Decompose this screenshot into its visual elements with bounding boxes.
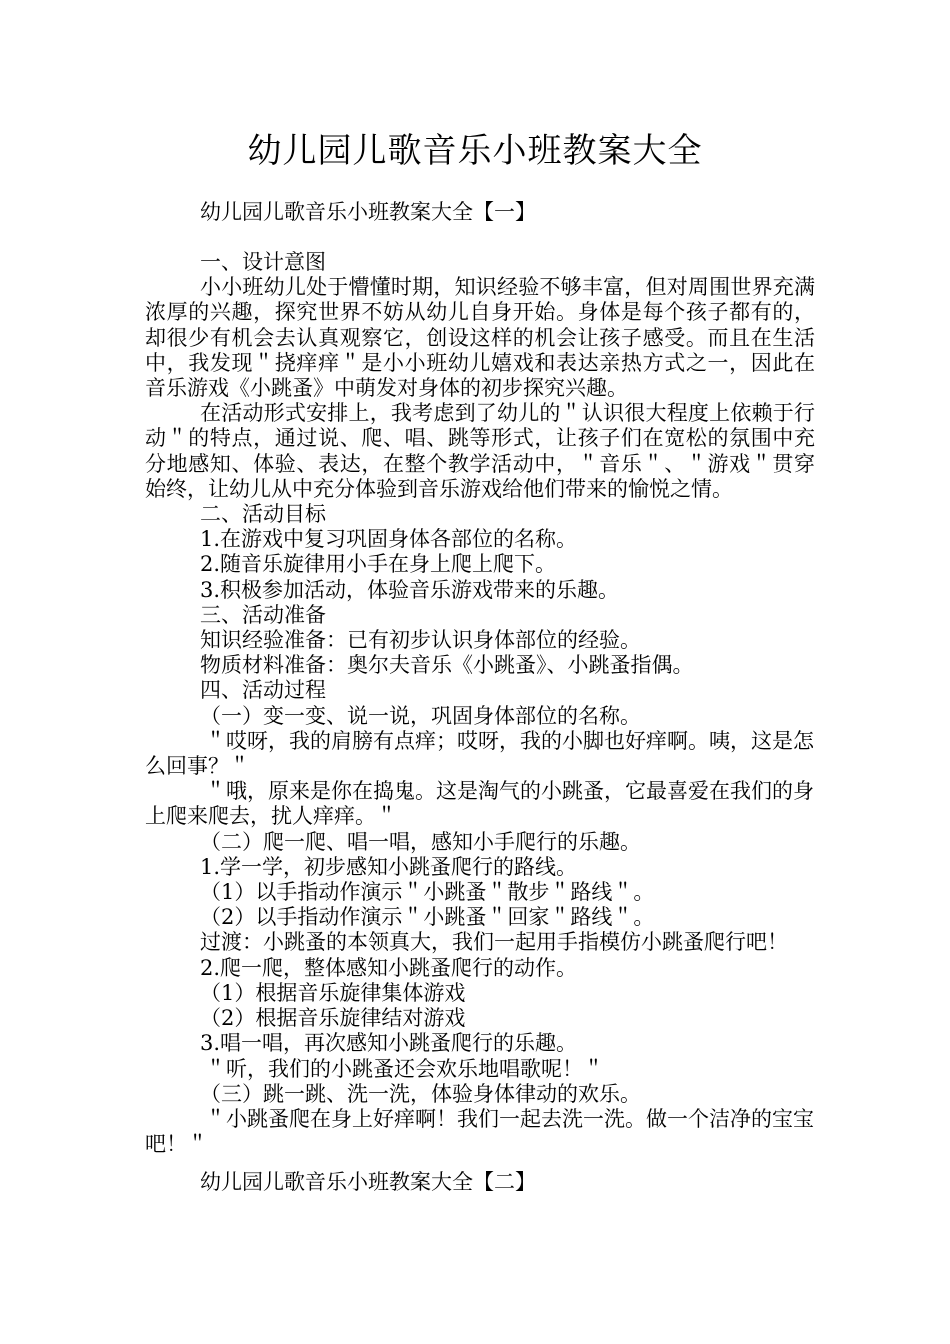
paragraph: 小小班幼儿处于懵懂时期，知识经验不够丰富，但对周围世界充满浓厚的兴趣，探究世界不妨从幼儿自身开始。身体是每个孩子都有的，却很少有机会去认真观察它，创设这样的机会让孩子感受。而且在生活中，我发现＂挠痒痒＂是小小班幼儿嬉戏和表达亲热方式之一，因此在音乐游戏《小跳蚤》中萌发对身体的初步探究兴趣。 — [145, 275, 815, 401]
quote: ＂听，我们的小跳蚤还会欢乐地唱歌呢！＂ — [205, 1056, 604, 1081]
list-item: 2.随音乐旋律用小手在身上爬上爬下。 — [200, 552, 557, 577]
heading-goals: 二、活动目标 — [200, 502, 326, 527]
list-item: 2.爬一爬，整体感知小跳蚤爬行的动作。 — [200, 955, 578, 980]
list-item: （1）根据音乐旋律集体游戏 — [200, 980, 466, 1005]
quote: ＂哦，原来是你在捣鬼。这是淘气的小跳蚤，它最喜爱在我们的身上爬来爬去，扰人痒痒。＂ — [145, 779, 814, 829]
heading-process: 四、活动过程 — [200, 678, 326, 703]
transition-text: 过渡：小跳蚤的本领真大，我们一起用手指模仿小跳蚤爬行吧！ — [200, 930, 788, 955]
heading-design-intent: 一、设计意图 — [200, 250, 326, 274]
list-item: （2）以手指动作演示＂小跳蚤＂回家＂路线＂。 — [200, 905, 655, 930]
list-item: （二）爬一爬、唱一唱，感知小手爬行的乐趣。 — [200, 829, 641, 854]
quote: ＂小跳蚤爬在身上好痒啊！我们一起去洗一洗。做一个洁净的宝宝吧！＂ — [145, 1106, 814, 1157]
section-heading-2: 幼儿园儿歌音乐小班教案大全【二】 — [200, 1170, 536, 1194]
list-item: 3.唱一唱，再次感知小跳蚤爬行的乐趣。 — [200, 1031, 578, 1056]
paragraph: 在活动形式安排上，我考虑到了幼儿的＂认识很大程度上依赖于行动＂的特点，通过说、爬、唱、跳等形式，让孩子们在宽松的氛围中充分地感知、体验、表达，在整个教学活动中，＂音乐＂、＂游戏＂贯穿始终，让幼儿从中充分体验到音乐游戏给他们带来的愉悦之情。 — [145, 401, 815, 501]
quote: ＂哎呀，我的肩膀有点痒；哎呀，我的小脚也好痒啊。咦，这是怎么回事？＂ — [145, 728, 814, 779]
list-item: 1.在游戏中复习巩固身体各部位的名称。 — [200, 527, 578, 552]
list-item: 物质材料准备：奥尔夫音乐《小跳蚤》、小跳蚤指偶。 — [200, 653, 694, 678]
list-item: （三）跳一跳、洗一洗，体验身体律动的欢乐。 — [200, 1081, 641, 1106]
heading-preparation: 三、活动准备 — [200, 602, 326, 627]
document-body — [145, 250, 815, 1157]
document-title: 幼儿园儿歌音乐小班教案大全 — [247, 131, 703, 171]
list-item: 知识经验准备：已有初步认识身体部位的经验。 — [200, 628, 641, 653]
list-item: （1）以手指动作演示＂小跳蚤＂散步＂路线＂。 — [200, 880, 655, 905]
list-item: 3.积极参加活动，体验音乐游戏带来的乐趣。 — [200, 577, 620, 602]
list-item: （2）根据音乐旋律结对游戏 — [200, 1006, 466, 1031]
list-item: 1.学一学，初步感知小跳蚤爬行的路线。 — [200, 854, 578, 879]
section-heading-1: 幼儿园儿歌音乐小班教案大全【一】 — [200, 200, 536, 224]
list-item: （一）变一变、说一说，巩固身体部位的名称。 — [200, 703, 641, 728]
